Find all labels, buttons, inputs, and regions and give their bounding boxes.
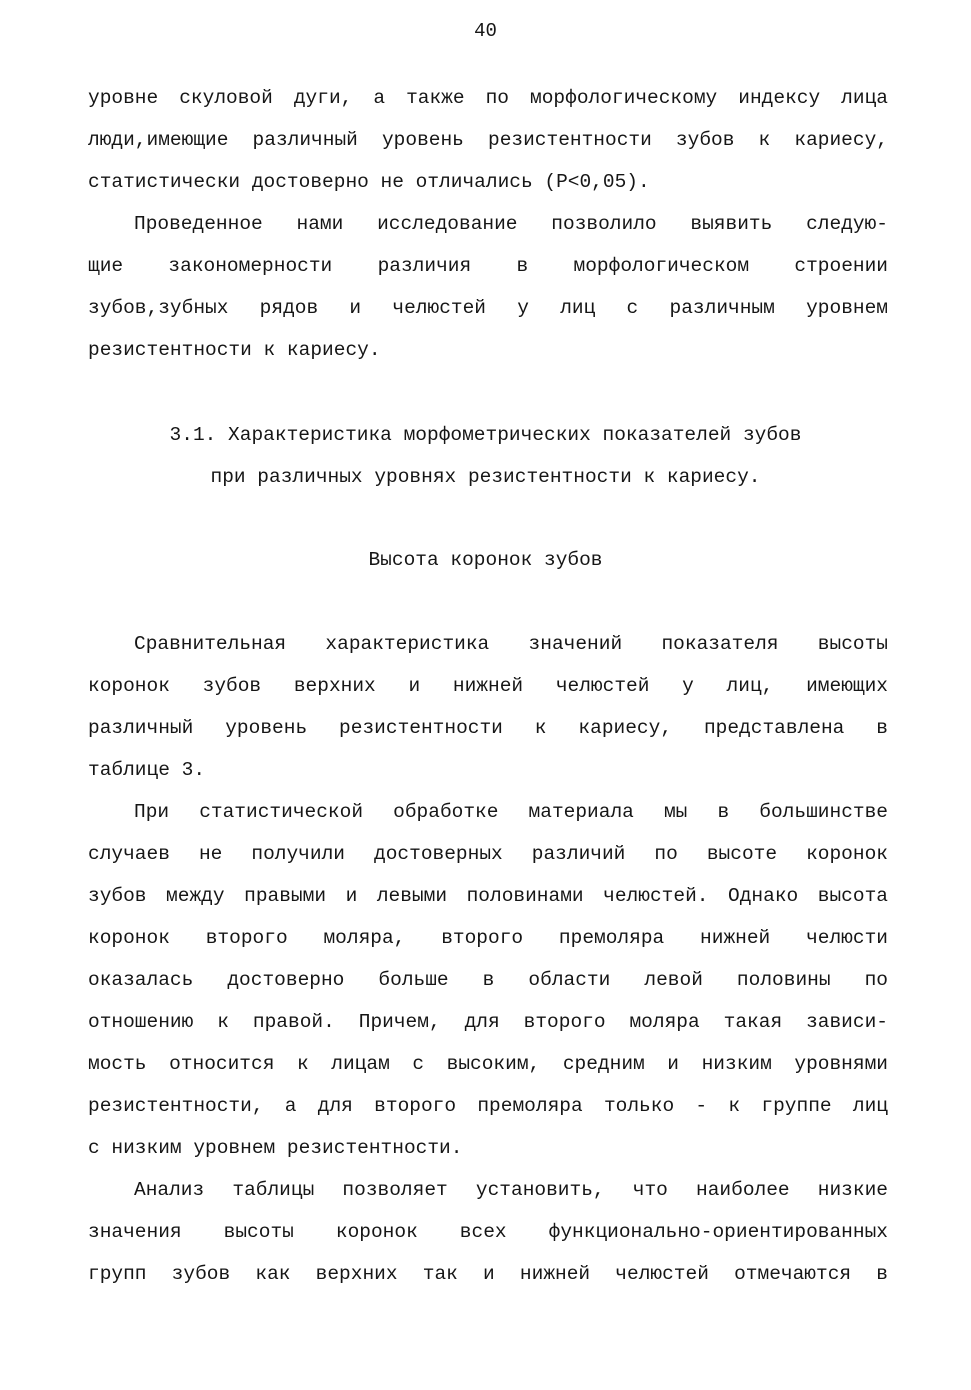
section-heading-line-2: при различных уровнях резистентности к кариесу. [210, 466, 761, 488]
section-heading-line-1: 3.1. Характеристика морфометрических показателей зубов [169, 424, 802, 446]
paragraph-line: таблице 3. [88, 759, 206, 781]
page-number: 40 [474, 20, 497, 42]
paragraph-line: отношению к правой. Причем, для второго моляра такая зависи- [88, 1011, 888, 1033]
paragraph-line: мость относится к лицам с высоким, средним и низким уровнями [88, 1053, 888, 1075]
paragraph-line: зубов,зубных рядов и челюстей у лиц с различным уровнем [88, 297, 888, 319]
paragraph-line: Анализ таблицы позволяет установить, что наиболее низкие [134, 1179, 888, 1201]
paragraph-line: щие закономерности различия в морфологическом строении [88, 255, 888, 277]
paragraph-line: с низким уровнем резистентности. [88, 1137, 463, 1159]
paragraph-line: различный уровень резистентности к кариесу, представлена в [88, 717, 888, 739]
paragraph-line: люди,имеющие различный уровень резистентности зубов к кариесу, [88, 129, 888, 151]
paragraph-line: оказалась достоверно больше в области левой половины по [88, 969, 888, 991]
paragraph-line: уровне скуловой дуги, а также по морфологическому индексу лица [88, 87, 888, 109]
paragraph-line: Проведенное нами исследование позволило выявить следую- [134, 213, 888, 235]
paragraph-line: статистически достоверно не отличались (P<0,05). [88, 171, 650, 193]
paragraph-line: групп зубов как верхних так и нижней челюстей отмечаются в [88, 1263, 888, 1285]
paragraph-line: резистентности, а для второго премоляра только - к группе лиц [88, 1095, 888, 1117]
paragraph-line: коронок второго моляра, второго премоляра нижней челюсти [88, 927, 888, 949]
paragraph-line: При статистической обработке материала мы в большинстве [134, 801, 888, 823]
subheading: Высота коронок зубов [368, 549, 603, 571]
paragraph-line: резистентности к кариесу. [88, 339, 381, 361]
paragraph-line: случаев не получили достоверных различий по высоте коронок [88, 843, 888, 865]
paragraph-line: зубов между правыми и левыми половинами челюстей. Однако высота [88, 885, 888, 907]
paragraph-line: Сравнительная характеристика значений показателя высоты [134, 633, 888, 655]
paragraph-line: коронок зубов верхних и нижней челюстей у лиц, имеющих [88, 675, 888, 697]
paragraph-line: значения высоты коронок всех функционально-ориентированных [88, 1221, 888, 1243]
